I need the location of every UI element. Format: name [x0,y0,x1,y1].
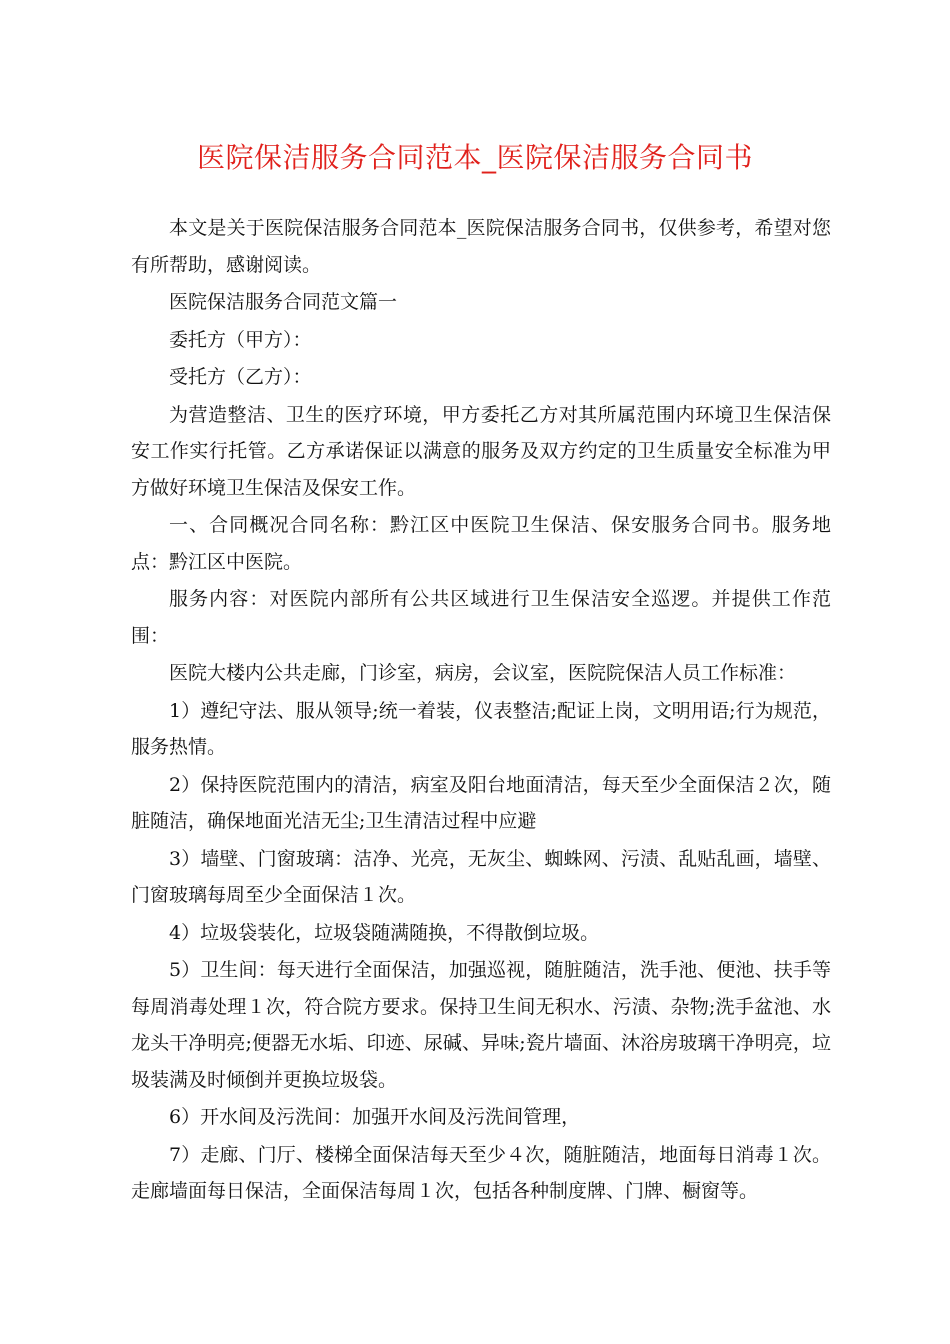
service-content-paragraph: 服务内容：对医院内部所有公共区域进行卫生保洁安全巡逻。并提供工作范围： [131,588,831,647]
standard-item-3: 3）墙壁、门窗玻璃：洁净、光亮，无灰尘、蜘蛛网、污渍、乱贴乱画，墙壁、门窗玻璃每周至少全面保洁１次。 [131,847,831,906]
standard-item-6: 6）开水间及污洗间：加强开水间及污洗间管理， [169,1106,581,1128]
contract-overview-paragraph: 一、合同概况合同名称：黔江区中医院卫生保洁、保安服务合同书。服务地点：黔江区中医院。 [131,514,831,573]
section-heading: 医院保洁服务合同范文篇一 [169,291,398,313]
standard-item-7: 7）走廊、门厅、楼梯全面保洁每天至少４次，随脏随洁，地面每日消毒１次。走廊墙面每日保洁，全面保洁每周１次，包括各种制度牌、门牌、橱窗等。 [131,1143,831,1202]
party-b-line: 受托方（乙方）： [169,366,312,388]
document-body [131,210,831,1211]
standard-item-1: 1）遵纪守法、服从领导;统一着装，仪表整洁;配证上岗，文明用语;行为规范，服务热情。 [131,699,831,758]
standard-item-5: 5）卫生间：每天进行全面保洁，加强巡视，随脏随洁，洗手池、便池、扶手等每周消毒处理１次，符合院方要求。保持卫生间无积水、污渍、杂物;洗手盆池、水龙头干净明亮;便器无水垢、印迹、尿碱、异味;瓷片墙面、沐浴房玻璃干净明亮，垃圾装满及时倾倒并更换垃圾袋。 [131,959,831,1091]
party-a-line: 委托方（甲方）： [169,328,312,351]
document-title: 医院保洁服务合同范本_医院保洁服务合同书 [196,141,753,174]
intro-paragraph: 本文是关于医院保洁服务合同范本_医院保洁服务合同书，仅供参考，希望对您有所帮助，感谢阅读。 [131,217,831,276]
purpose-paragraph: 为营造整洁、卫生的医疗环境，甲方委托乙方对其所属范围内环境卫生保洁保安工作实行托管。乙方承诺保证以满意的服务及双方约定的卫生质量安全标准为甲方做好环境卫生保洁及保安工作。 [131,403,831,499]
standard-item-2: 2）保持医院范围内的清洁，病室及阳台地面清洁，每天至少全面保洁２次，随脏随洁，确保地面光洁无尘;卫生清洁过程中应避 [131,773,831,832]
work-scope-paragraph: 医院大楼内公共走廊，门诊室，病房，会议室，医院院保洁人员工作标准： [169,662,797,684]
standard-item-4: 4）垃圾袋装化，垃圾袋随满随换，不得散倒垃圾。 [169,921,600,944]
